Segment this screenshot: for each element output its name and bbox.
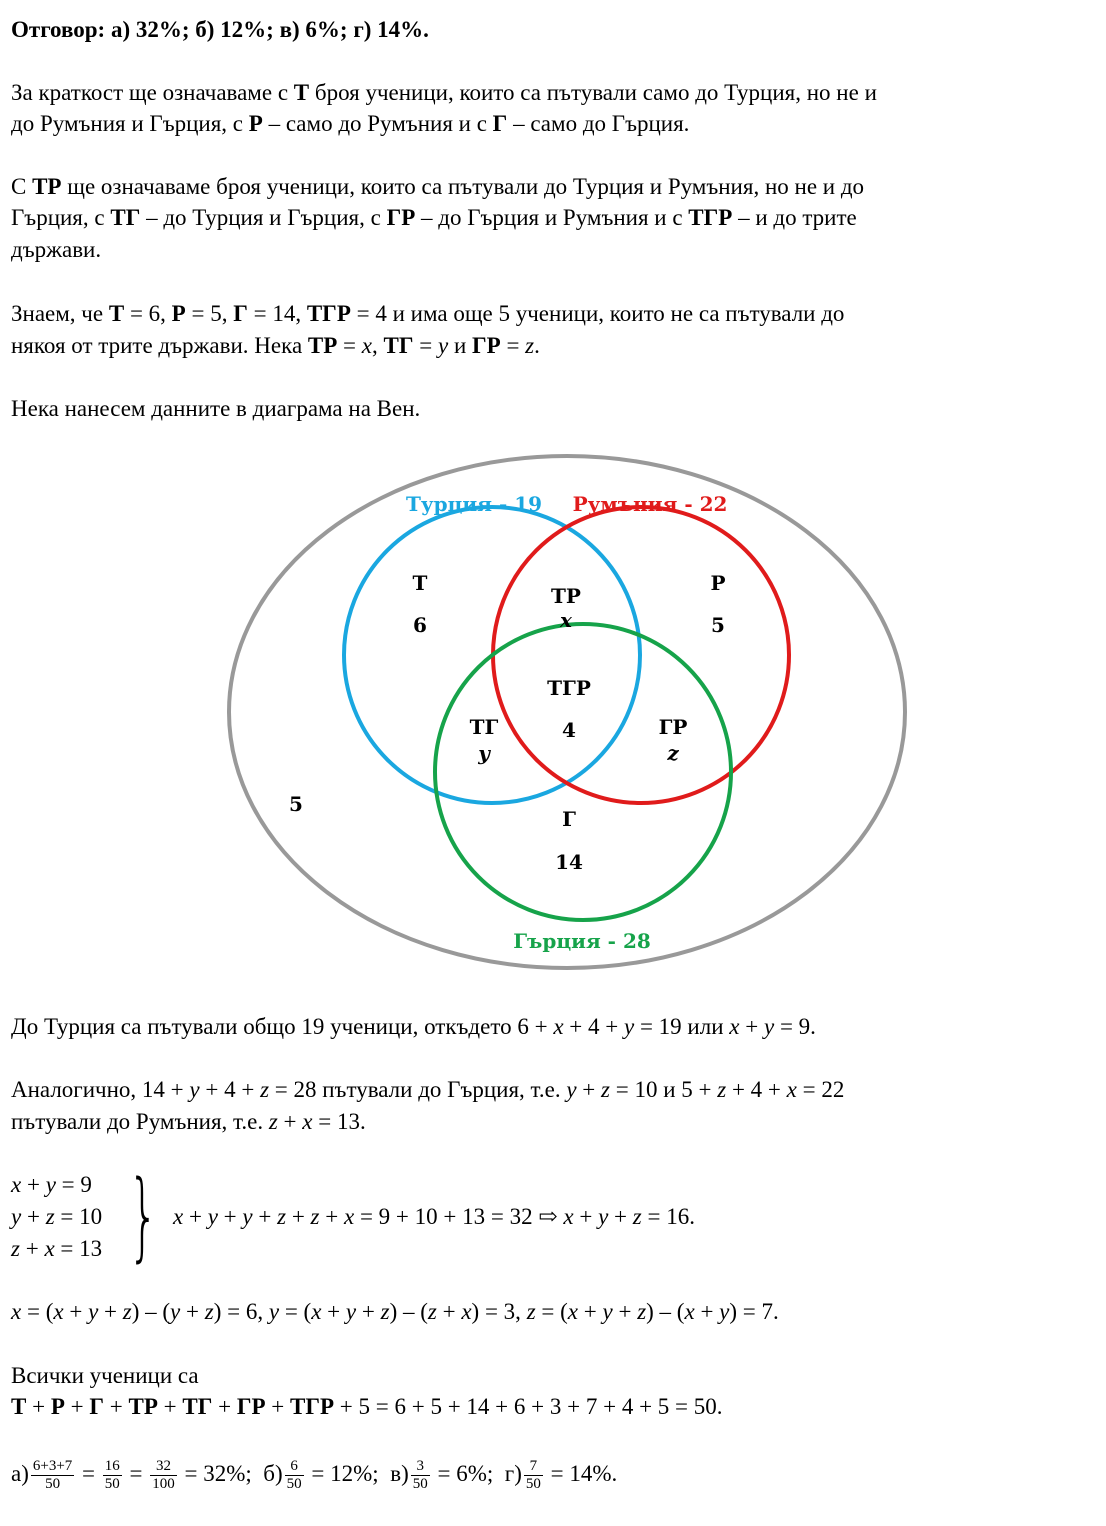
math-variable: x: [461, 1299, 472, 1324]
text-segment: Всички ученици са: [11, 1363, 199, 1388]
denominator: 50: [412, 1476, 428, 1493]
math-variable: x: [44, 1236, 55, 1261]
equation-line: [11, 1235, 102, 1263]
text-segment: – само до Румъния и с: [262, 111, 493, 136]
part-a-result: = 32%;: [184, 1461, 252, 1486]
fraction: [103, 1458, 122, 1493]
math-variable: y: [719, 1299, 730, 1324]
denominator: 50: [286, 1476, 302, 1493]
text-segment: +: [64, 1394, 90, 1419]
bold-term: Р: [171, 301, 186, 326]
text-segment: С: [11, 174, 33, 199]
math-variable: y: [207, 1204, 218, 1229]
text-segment: +: [157, 1394, 183, 1419]
math-variable: y: [189, 1077, 200, 1102]
paragraph-line: [11, 1362, 199, 1390]
text-segment: – само до Гърция.: [507, 111, 690, 136]
math-variable: x: [729, 1014, 740, 1039]
text-segment: = 16.: [641, 1204, 695, 1229]
math-variable: y: [345, 1299, 357, 1324]
text-segment: = 6,: [124, 301, 172, 326]
paragraph-line: [11, 1393, 723, 1421]
text-segment: +: [265, 1394, 291, 1419]
text-segment: Знаем, че: [11, 301, 109, 326]
text-segment: +: [578, 1299, 603, 1324]
fraction: [150, 1458, 177, 1493]
math-variable: y: [170, 1299, 181, 1324]
bold-term: ГР: [236, 1394, 266, 1419]
text-segment: ) = 7.: [729, 1299, 779, 1324]
region-tgr-value: 4: [562, 718, 576, 742]
math-variable: x: [684, 1299, 695, 1324]
brace-symbol: }: [128, 1160, 159, 1272]
math-variable: x: [173, 1204, 184, 1229]
text-segment: и: [448, 333, 472, 358]
bold-term: ТР: [32, 174, 62, 199]
math-variable: z: [122, 1299, 132, 1324]
text-segment: За краткост ще означаваме с: [11, 80, 294, 105]
text-segment: до Румъния и Гърция, с: [11, 111, 249, 136]
region-tgr-label: ТГР: [547, 676, 591, 700]
math-variable: x: [553, 1014, 564, 1039]
text-segment: .: [534, 333, 540, 358]
text-segment: +: [319, 1204, 344, 1229]
bold-term: ТГР: [306, 301, 351, 326]
region-t-value: 6: [413, 613, 427, 637]
numerator: 32: [150, 1458, 177, 1476]
text-segment: = 22: [796, 1077, 845, 1102]
denominator: 50: [45, 1476, 61, 1493]
text-segment: +: [694, 1299, 720, 1324]
math-variable: y: [566, 1077, 577, 1102]
region-g-value: 14: [555, 850, 583, 874]
text-segment: = 14,: [247, 301, 307, 326]
part-b-label: б): [263, 1461, 283, 1486]
numerator: 16: [104, 1458, 120, 1475]
text-segment: +: [277, 1109, 303, 1134]
text-segment: = 9 + 10 + 13 = 32 ⇨: [354, 1204, 564, 1229]
text-segment: +: [180, 1299, 205, 1324]
text-segment: +: [612, 1299, 638, 1324]
text-segment: = (: [279, 1299, 312, 1324]
numerator: 6+3+7: [32, 1458, 73, 1475]
region-g-label: Г: [562, 807, 576, 831]
math-variable: y: [88, 1299, 99, 1324]
math-variable: z: [310, 1204, 320, 1229]
math-variable: x: [786, 1077, 797, 1102]
region-gr-value: z: [667, 741, 679, 765]
region-r-label: Р: [710, 571, 726, 595]
text-segment: +: [63, 1299, 89, 1324]
bold-term: Г: [492, 111, 508, 136]
text-segment: Аналогично, 14 +: [11, 1077, 190, 1102]
denominator: 50: [525, 1476, 541, 1493]
greece-title: Гърция - 28: [513, 929, 651, 953]
text-segment: = (: [21, 1299, 54, 1324]
part-g-result: = 14%.: [550, 1461, 618, 1486]
text-segment: ) = 3,: [471, 1299, 527, 1324]
text-segment: = 5,: [185, 301, 234, 326]
region-tr-value: x: [560, 608, 572, 632]
math-variable: z: [45, 1204, 55, 1229]
text-segment: +: [104, 1394, 129, 1419]
math-variable: x: [361, 333, 372, 358]
part-g-label: г): [504, 1461, 522, 1486]
math-variable: z: [380, 1299, 390, 1324]
text-segment: = 28 пътували до Гърция, т.е.: [269, 1077, 567, 1102]
turkey-title: Турция - 19: [405, 492, 543, 516]
paragraph-line: [11, 1108, 366, 1136]
math-variable: y: [598, 1204, 609, 1229]
bold-term: ТГР: [290, 1394, 335, 1419]
text-segment: +: [286, 1204, 311, 1229]
text-segment: = 4 и има още 5 ученици, които не са пътували до: [350, 301, 845, 326]
region-r-value: 5: [711, 613, 725, 637]
numerator: 3: [411, 1458, 430, 1476]
text-segment: държави.: [11, 237, 102, 262]
text-segment: +: [183, 1204, 208, 1229]
fraction: [285, 1458, 304, 1493]
math-variable: z: [526, 1299, 536, 1324]
text-segment: +: [19, 1236, 45, 1261]
bold-term: Т: [293, 80, 310, 105]
text-segment: ) – (: [131, 1299, 171, 1324]
text-segment: +: [573, 1204, 599, 1229]
equation-line: [11, 1203, 102, 1231]
text-segment: + 4 +: [726, 1077, 787, 1102]
region-gr-label: ГР: [658, 715, 688, 739]
math-variable: y: [268, 1299, 280, 1324]
math-variable: y: [11, 1204, 22, 1229]
denominator: 100: [152, 1476, 175, 1493]
text-segment: = 9.: [774, 1014, 816, 1039]
math-variable: x: [311, 1299, 322, 1324]
text-segment: +: [608, 1204, 633, 1229]
universe-ellipse: [229, 456, 905, 968]
bold-term: ТГ: [383, 333, 414, 358]
region-tg-value: y: [478, 741, 490, 765]
text-segment: +: [217, 1204, 243, 1229]
text-segment: – до Гърция и Румъния и с: [415, 205, 689, 230]
bold-term: Т: [108, 301, 125, 326]
outside-value: 5: [289, 792, 303, 816]
math-variable: y: [437, 333, 449, 358]
math-variable: x: [53, 1299, 64, 1324]
bold-term: Т: [11, 1394, 27, 1419]
bold-term: ТР: [128, 1394, 158, 1419]
paragraph-line: [11, 1076, 844, 1104]
text-segment: = 9: [55, 1172, 92, 1197]
bold-term: ТР: [307, 333, 338, 358]
bold-term: ГР: [472, 333, 501, 358]
text-segment: =: [337, 333, 362, 358]
math-variable: x: [563, 1204, 574, 1229]
text-segment: + 4 +: [199, 1077, 261, 1102]
equation-line: [11, 1298, 779, 1326]
part-v-result: = 6%;: [437, 1461, 494, 1486]
text-segment: = 10 и 5 +: [609, 1077, 718, 1102]
math-variable: x: [567, 1299, 578, 1324]
bold-term: ТГ: [182, 1394, 213, 1419]
text-segment: ) – (: [389, 1299, 428, 1324]
region-tr-label: ТР: [551, 584, 581, 608]
numerator: 6: [285, 1458, 304, 1476]
text-segment: =: [413, 333, 438, 358]
text-segment: +: [98, 1299, 123, 1324]
answer-line: Отговор: а) 32%; б) 12%; в) 6%; г) 14%.: [11, 17, 429, 42]
math-variable: y: [763, 1014, 775, 1039]
part-b-result: = 12%;: [311, 1461, 379, 1486]
bold-term: Г: [233, 301, 248, 326]
math-variable: z: [601, 1077, 610, 1102]
text-segment: ) = 6,: [213, 1299, 269, 1324]
text-segment: +: [252, 1204, 278, 1229]
text-segment: = 19 или: [634, 1014, 730, 1039]
text-segment: + 4 +: [563, 1014, 624, 1039]
romania-title: Румъния - 22: [572, 492, 728, 516]
text-segment: До Турция са пътували общо 19 ученици, откъдето 6 +: [11, 1014, 554, 1039]
part-a-label: а): [11, 1461, 29, 1486]
text-segment: +: [436, 1299, 462, 1324]
bold-term: ГР: [386, 205, 416, 230]
text-segment: Гърция, с: [11, 205, 111, 230]
text-segment: – и до трите: [732, 205, 857, 230]
text-segment: пътували до Румъния, т.е.: [11, 1109, 269, 1134]
math-variable: x: [302, 1109, 313, 1134]
text-segment: +: [739, 1014, 764, 1039]
math-variable: x: [343, 1204, 355, 1229]
text-segment: някоя от трите държави. Нека: [11, 333, 308, 358]
bold-term: Р: [248, 111, 263, 136]
text-segment: броя ученици, които са пътували само до Турция, но не и: [309, 80, 877, 105]
fraction: [411, 1458, 430, 1493]
math-variable: z: [525, 333, 535, 358]
text-segment: +: [321, 1299, 346, 1324]
math-variable: y: [623, 1014, 635, 1039]
final-answers-line: а) $\frac{6+3+7}{50}$ = $\frac{16}{50}$ = $\frac{32}{100}$ = 32%; б) $\frac{6}{50}$ = 12%; в) $\frac{3}{50}$ = 6%; г) $\frac{7}{50}$ = 14%.: [11, 1458, 618, 1493]
text-segment: =: [500, 333, 526, 358]
math-variable: z: [632, 1204, 642, 1229]
math-variable: y: [602, 1299, 613, 1324]
fraction: [31, 1458, 74, 1493]
numerator: 7: [524, 1458, 543, 1476]
math-variable: z: [637, 1299, 647, 1324]
text-segment: = (: [535, 1299, 568, 1324]
text-segment: +: [212, 1394, 237, 1419]
text-segment: – до Турция и Гърция, с: [140, 205, 387, 230]
math-variable: z: [427, 1299, 437, 1324]
text-segment: +: [356, 1299, 381, 1324]
text-segment: +: [21, 1172, 46, 1197]
math-variable: z: [717, 1077, 727, 1102]
math-variable: z: [268, 1109, 278, 1134]
text-segment: ще означаваме броя ученици, които са пътували до Турция и Румъния, но не и до: [61, 174, 865, 199]
text-segment: +: [21, 1204, 46, 1229]
math-variable: z: [11, 1236, 20, 1261]
bold-term: Г: [89, 1394, 105, 1419]
text-segment: = 10: [54, 1204, 103, 1229]
text-segment: = 13.: [312, 1109, 366, 1134]
math-variable: y: [242, 1204, 253, 1229]
paragraph-line: [11, 1013, 816, 1041]
part-v-label: в): [390, 1461, 409, 1486]
bold-term: ТГР: [688, 205, 733, 230]
region-t-label: Т: [412, 571, 428, 595]
text-segment: + 5 = 6 + 5 + 14 + 6 + 3 + 7 + 4 + 5 = 50.: [334, 1394, 723, 1419]
equation-line: [11, 1171, 92, 1199]
math-variable: z: [277, 1204, 287, 1229]
math-variable: z: [204, 1299, 214, 1324]
equation-line: [173, 1203, 695, 1231]
bold-term: Р: [50, 1394, 65, 1419]
region-tg-label: ТГ: [469, 715, 499, 739]
text-segment: ) – (: [646, 1299, 685, 1324]
text-segment: +: [576, 1077, 602, 1102]
text-segment: Нека нанесем данните в диаграма на Вен.: [11, 396, 421, 421]
bold-term: ТГ: [110, 205, 141, 230]
math-variable: x: [11, 1172, 22, 1197]
fraction: [524, 1458, 543, 1493]
text-segment: ,: [372, 333, 384, 358]
math-variable: z: [260, 1077, 270, 1102]
math-variable: x: [11, 1299, 22, 1324]
text-segment: +: [26, 1394, 51, 1419]
denominator: 50: [104, 1476, 120, 1493]
math-variable: y: [45, 1172, 56, 1197]
text-segment: = 13: [54, 1236, 103, 1261]
